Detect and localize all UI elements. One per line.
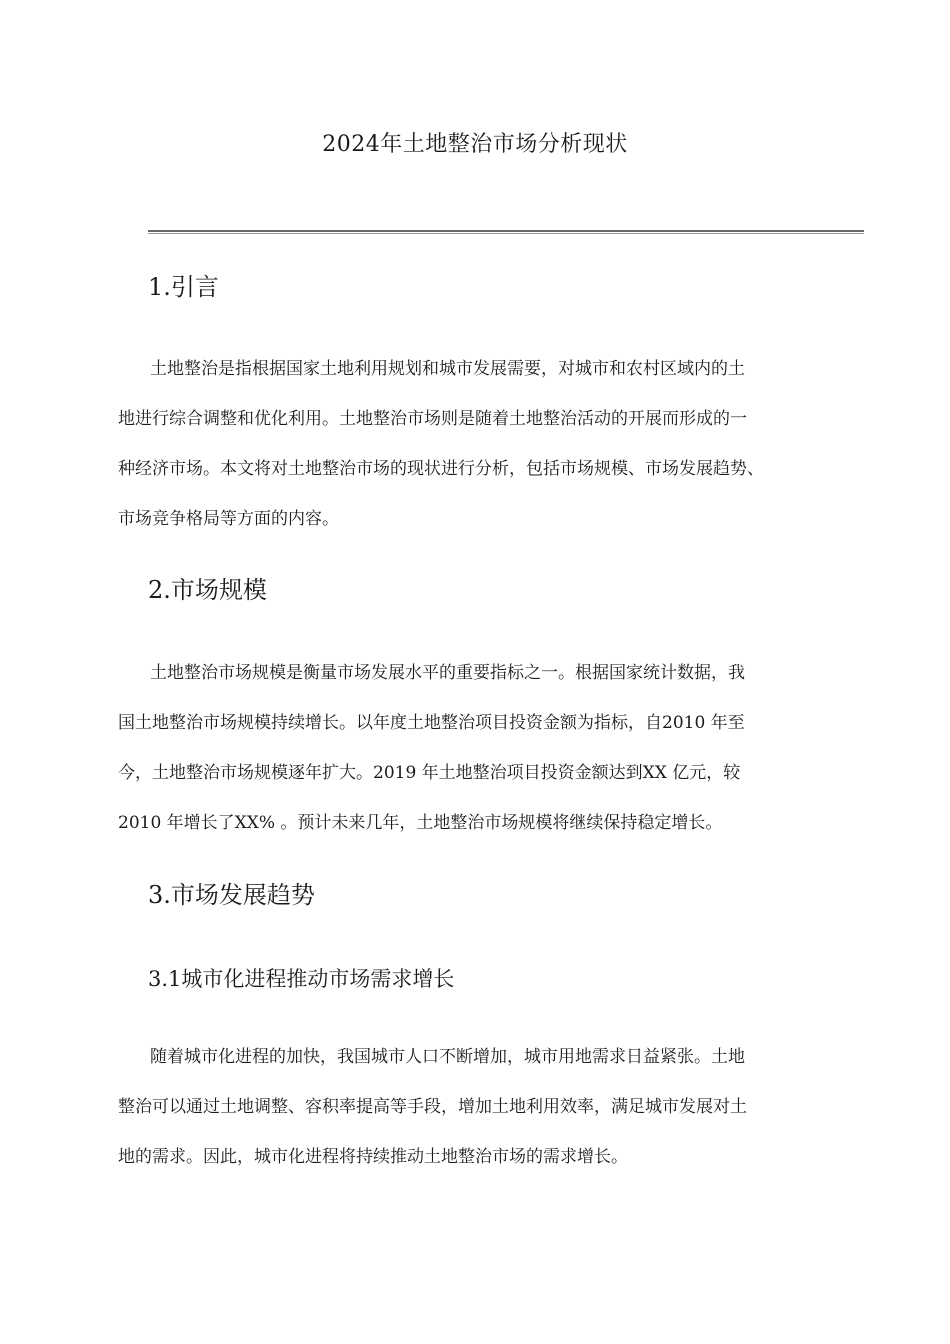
subsection-heading-urbanization: 3.1城市化进程推动市场需求增长: [148, 967, 455, 991]
title-divider: [148, 230, 864, 234]
section-heading-market-trends: 3.市场发展趋势: [148, 881, 315, 909]
page-title: 2024年土地整治市场分析现状: [322, 132, 628, 157]
paragraph-line: 土地整治是指根据国家土地利用规划和城市发展需要，对城市和农村区域内的土: [150, 359, 745, 379]
paragraph-line: 土地整治市场规模是衡量市场发展水平的重要指标之一。根据国家统计数据，我: [150, 663, 745, 683]
paragraph-introduction: [118, 344, 840, 544]
section-heading-market-size: 2.市场规模: [148, 576, 267, 604]
paragraph-urbanization: [118, 1032, 840, 1182]
paragraph-line: 种经济市场。本文将对土地整治市场的现状进行分析，包括市场规模、市场发展趋势、: [118, 459, 764, 479]
paragraph-line: 地的需求。因此，城市化进程将持续推动土地整治市场的需求增长。: [118, 1147, 628, 1167]
paragraph-line: 2010 年增长了XX% 。预计未来几年，土地整治市场规模将继续保持稳定增长。: [118, 813, 723, 833]
paragraph-line: 市场竞争格局等方面的内容。: [118, 509, 339, 529]
section-heading-introduction: 1.引言: [148, 273, 219, 301]
paragraph-line: 随着城市化进程的加快，我国城市人口不断增加，城市用地需求日益紧张。土地: [150, 1047, 745, 1067]
paragraph-market-size: [118, 648, 840, 848]
paragraph-line: 地进行综合调整和优化利用。土地整治市场则是随着土地整治活动的开展而形成的一: [118, 409, 747, 429]
paragraph-line: 今，土地整治市场规模逐年扩大。2019 年土地整治项目投资金额达到XX 亿元，较: [118, 763, 741, 783]
paragraph-line: 国土地整治市场规模持续增长。以年度土地整治项目投资金额为指标，自2010 年至: [118, 713, 745, 733]
paragraph-line: 整治可以通过土地调整、容积率提高等手段，增加土地利用效率，满足城市发展对土: [118, 1097, 747, 1117]
